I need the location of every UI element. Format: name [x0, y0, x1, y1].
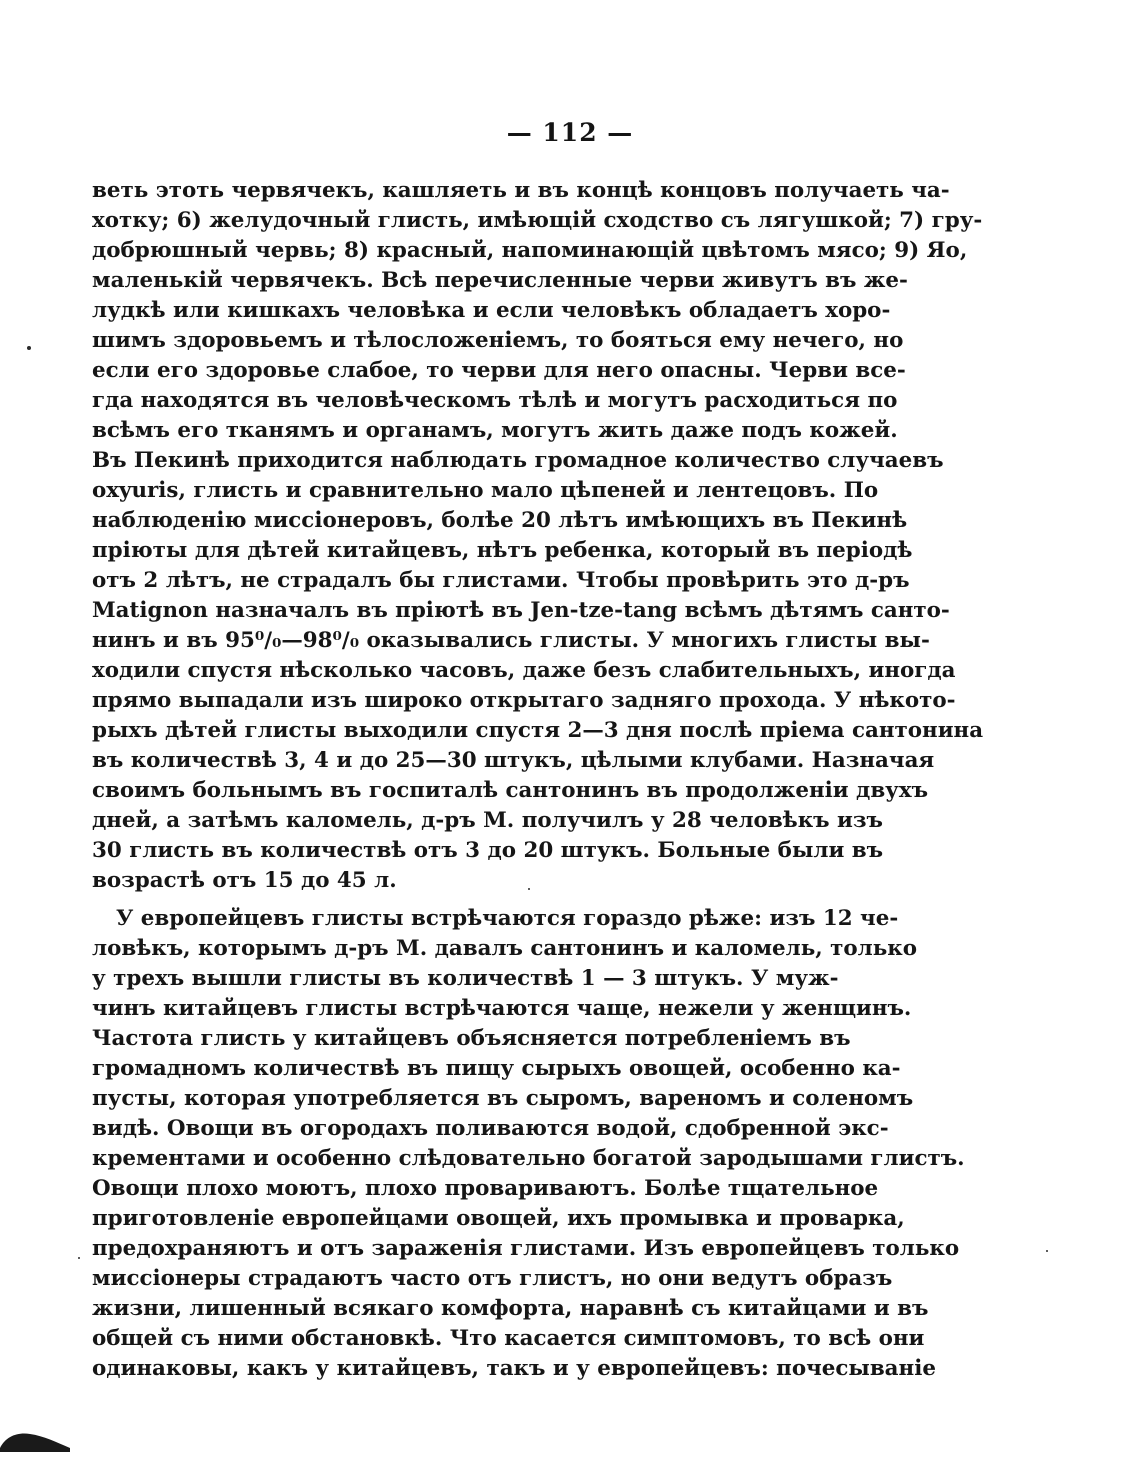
text-line: если его здоровье слабое, то черви для него опасны. Черви все- — [92, 358, 906, 383]
ink-speck — [27, 346, 31, 350]
scan-edge-blot — [0, 1428, 72, 1452]
text-line: гда находятся въ человѣческомъ тѣлѣ и могутъ расходиться по — [92, 388, 898, 413]
text-line: Въ Пекинѣ приходится наблюдать громадное количество случаевъ — [92, 448, 944, 473]
text-line: отъ 2 лѣтъ, не страдалъ бы глистами. Чтобы провѣрить это д-ръ — [92, 568, 910, 593]
text-line: наблюденію миссіонеровъ, болѣе 20 лѣтъ имѣющихъ въ Пекинѣ — [92, 508, 908, 533]
ink-speck — [1046, 1250, 1048, 1252]
text-line: пусты, которая употребляется въ сыромъ, вареномъ и соленомъ — [92, 1086, 914, 1111]
text-line: предохраняютъ и отъ зараженія глистами. Изъ европейцевъ только — [92, 1236, 960, 1261]
paragraph-1 — [92, 176, 984, 896]
text-line: Matignon назначалъ въ пріютѣ въ Jen-tze-tang всѣмъ дѣтямъ санто- — [92, 598, 950, 623]
paragraph-2 — [92, 904, 965, 1384]
text-line: 30 глисть въ количествѣ отъ 3 до 20 штукъ. Больные были въ — [92, 838, 884, 863]
text-line: рыхъ дѣтей глисты выходили спустя 2—3 дня послѣ пріема сантонина — [92, 718, 984, 743]
text-line: прямо выпадали изъ широко открытаго задняго прохода. У нѣкото- — [92, 688, 956, 713]
text-line: своимъ больнымъ въ госпиталѣ сантонинъ въ продолженіи двухъ — [92, 778, 929, 803]
text-line: лудкѣ или кишкахъ человѣка и если человѣкъ обладаетъ хоро- — [92, 298, 891, 323]
text-line: приготовленіе европейцами овощей, ихъ промывка и проварка, — [92, 1206, 905, 1231]
text-line: нинъ и въ 95⁰/₀—98⁰/₀ оказывались глисты. У многихъ глисты вы- — [92, 628, 930, 653]
text-line: одинаковы, какъ у китайцевъ, такъ и у европейцевъ: почесываніе — [92, 1356, 936, 1381]
page-number: — 112 — — [506, 118, 634, 147]
text-line: добрюшный червь; 8) красный, напоминающій цвѣтомъ мясо; 9) Яо, — [92, 238, 968, 263]
text-line: видѣ. Овощи въ огородахъ поливаются водой, сдобренной экс- — [92, 1116, 889, 1141]
text-line: oxyuris, глисть и сравнительно мало цѣпеней и лентецовъ. По — [92, 478, 879, 503]
text-line: У европейцевъ глисты встрѣчаются гораздо рѣже: изъ 12 че- — [116, 906, 899, 931]
text-line: пріюты для дѣтей китайцевъ, нѣтъ ребенка, который въ періодѣ — [92, 538, 913, 563]
text-line: миссіонеры страдаютъ часто отъ глистъ, но они ведутъ образъ — [92, 1266, 893, 1291]
text-line: дней, а затѣмъ каломель, д-ръ М. получилъ у 28 человѣкъ изъ — [92, 808, 883, 833]
text-line: чинъ китайцевъ глисты встрѣчаются чаще, нежели у женщинъ. — [92, 996, 912, 1021]
text-line: общей съ ними обстановкѣ. Что касается симптомовъ, то всѣ они — [92, 1326, 925, 1351]
text-line: ловѣкъ, которымъ д-ръ М. давалъ сантонинъ и каломель, только — [92, 936, 917, 961]
ink-speck — [528, 888, 530, 890]
text-line: у трехъ вышли глисты въ количествѣ 1 — 3 штукъ. У муж- — [92, 966, 839, 991]
text-line: въ количествѣ 3, 4 и до 25—30 штукъ, цѣлыми клубами. Назначая — [92, 748, 935, 773]
text-line: ходили спустя нѣсколько часовъ, даже безъ слабительныхъ, иногда — [92, 658, 956, 683]
text-line: маленькій червячекъ. Всѣ перечисленные черви живутъ въ же- — [92, 268, 908, 293]
ink-speck — [78, 1257, 80, 1259]
text-line: Овощи плохо моютъ, плохо провариваютъ. Болѣе тщательное — [92, 1176, 879, 1201]
text-line: веть этоть червячекъ, кашляеть и въ концѣ концовъ получаеть ча- — [92, 178, 950, 203]
text-line: всѣмъ его тканямъ и органамъ, могутъ жить даже подъ кожей. — [92, 418, 898, 443]
text-line: громадномъ количествѣ въ пищу сырыхъ овощей, особенно ка- — [92, 1056, 901, 1081]
text-line: возрастѣ отъ 15 до 45 л. — [92, 868, 397, 893]
text-line: Частота глисть у китайцевъ объясняется потребленіемъ въ — [92, 1026, 851, 1051]
text-line: хотку; 6) желудочный глисть, имѣющій сходство съ лягушкой; 7) гру- — [92, 208, 983, 233]
text-line: жизни, лишенный всякаго комфорта, наравнѣ съ китайцами и въ — [92, 1296, 929, 1321]
text-line: крементами и особенно слѣдовательно богатой зародышами глистъ. — [92, 1146, 965, 1171]
text-line: шимъ здоровьемъ и тѣлосложеніемъ, то бояться ему нечего, но — [92, 328, 904, 353]
